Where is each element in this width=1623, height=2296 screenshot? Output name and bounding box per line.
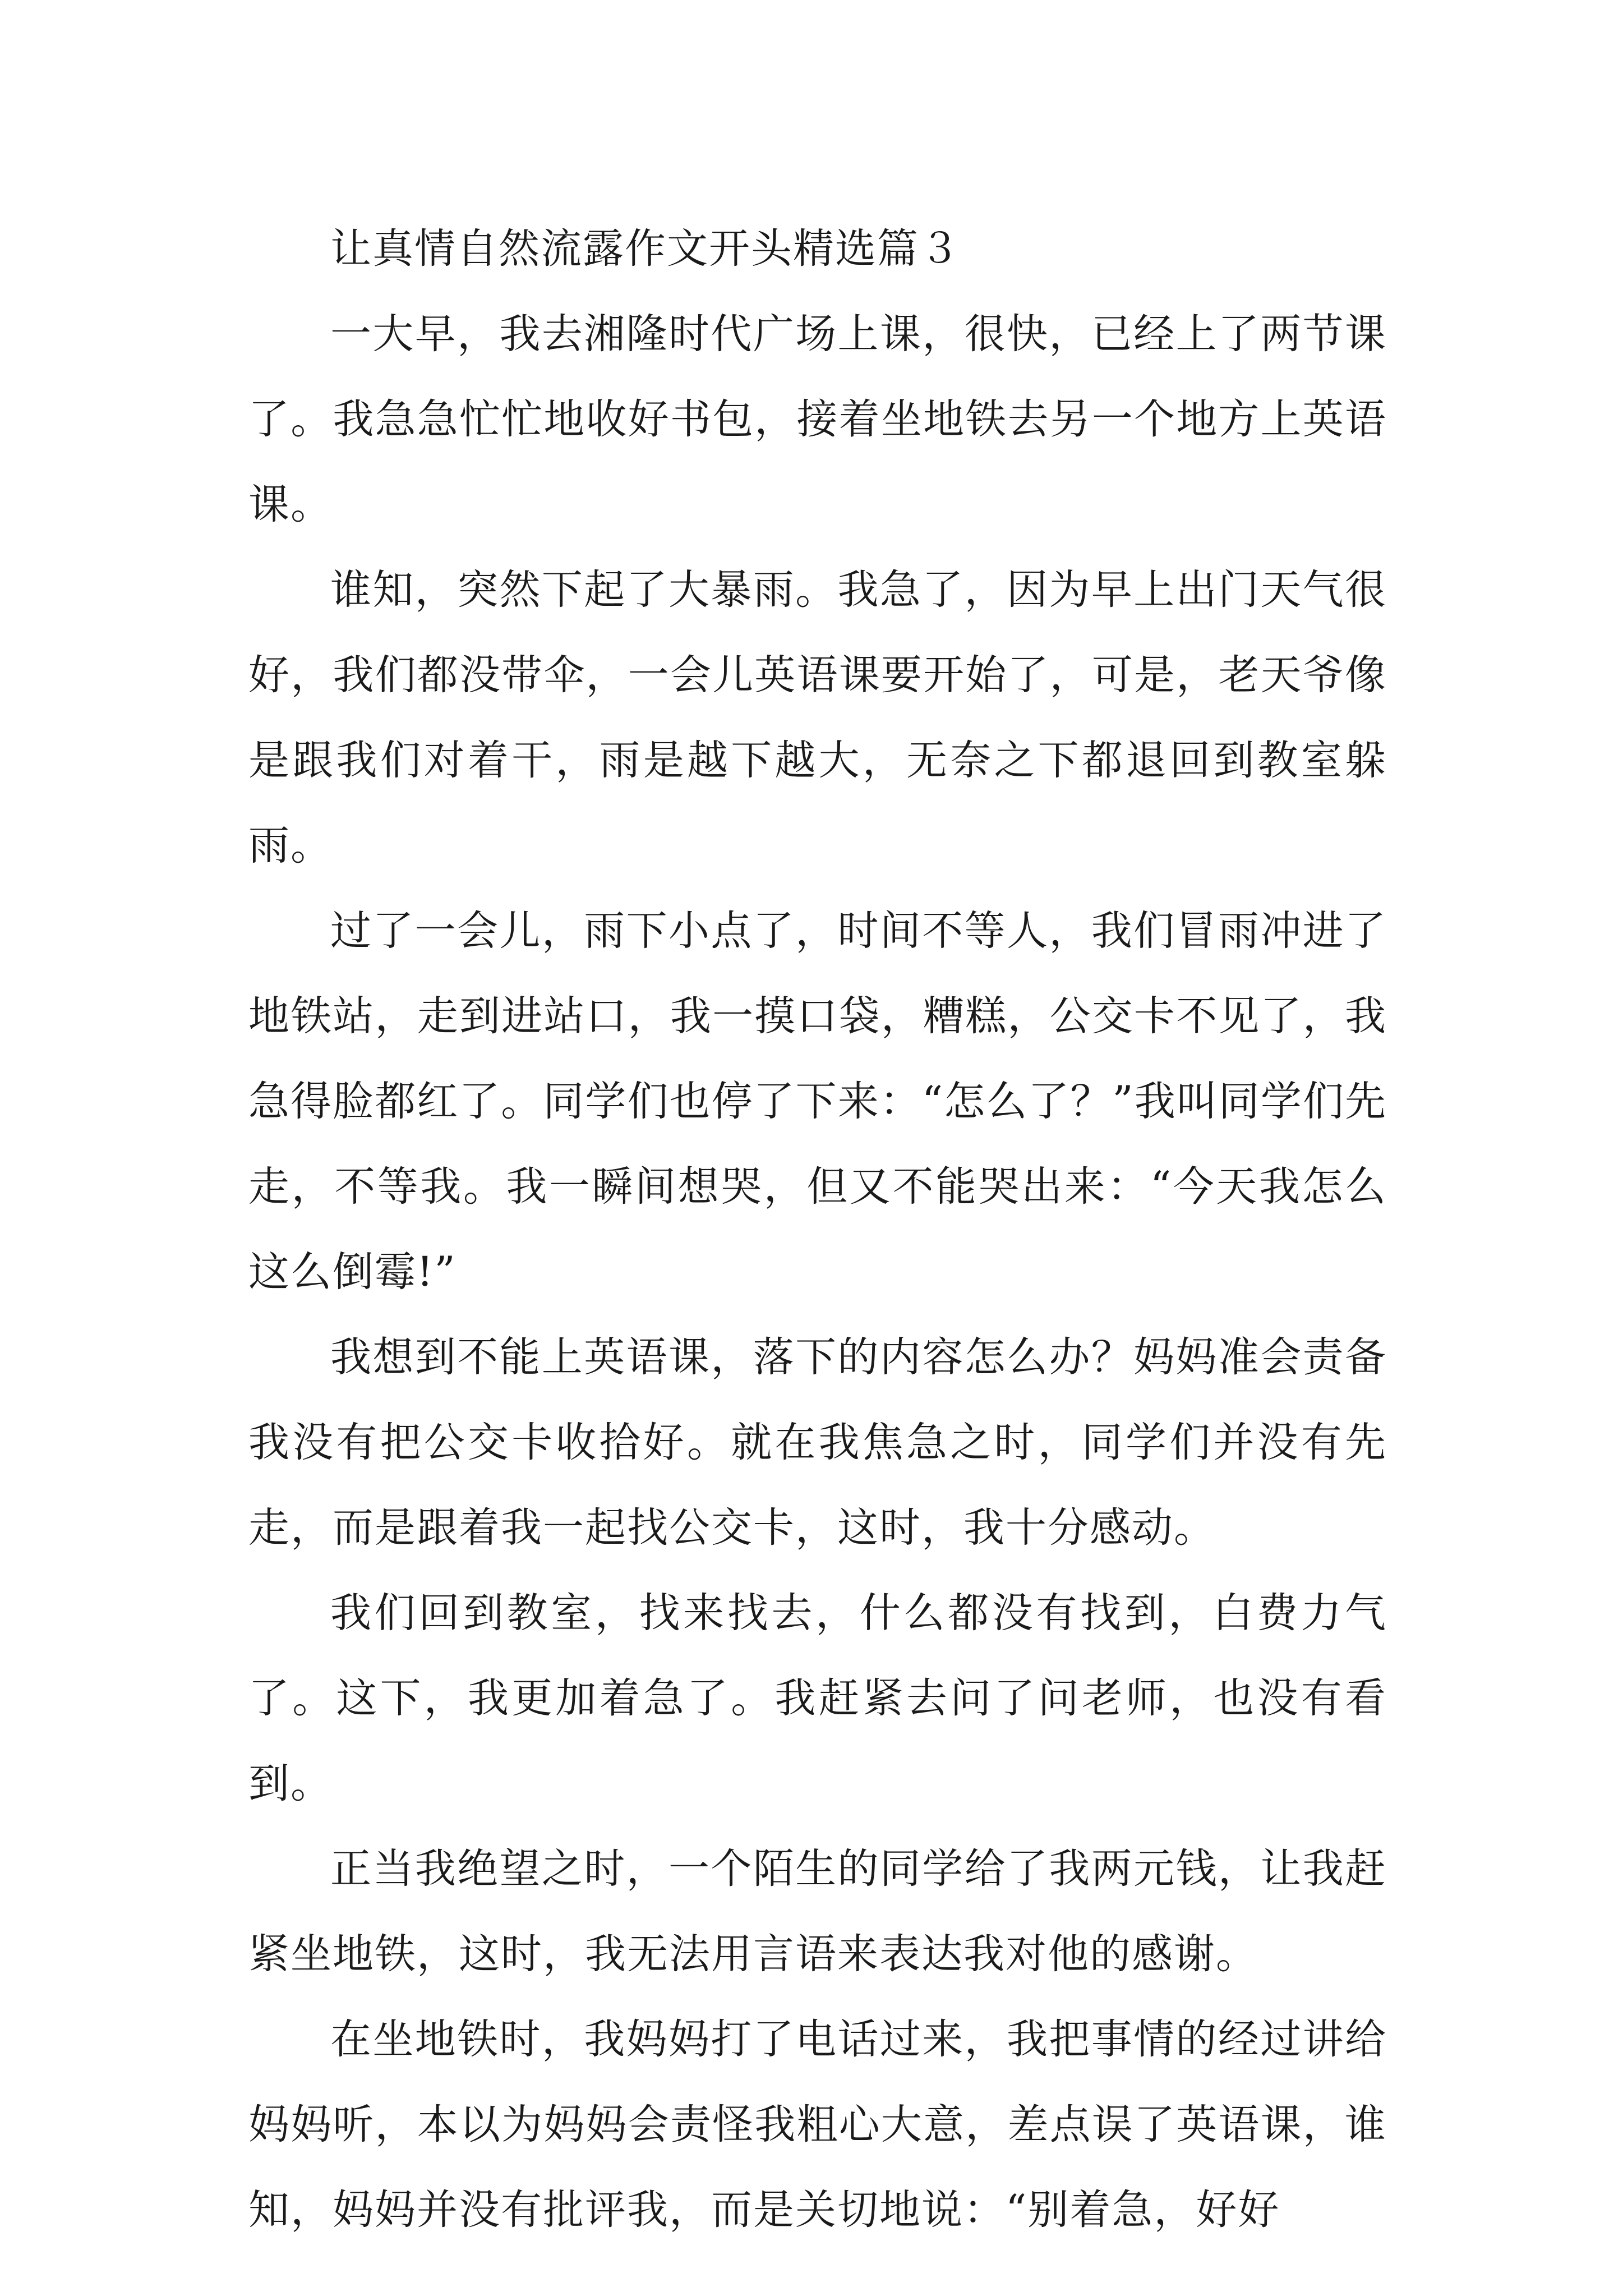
paragraph-4: 我想到不能上英语课，落下的内容怎么办？妈妈准会责备我没有把公交卡收拾好。就在我焦急之时，同学们并没有先走，而是跟着我一起找公交卡，这时，我十分感动。 bbox=[248, 1333, 1387, 1552]
paragraph-1: 一大早，我去湘隆时代广场上课，很快，已经上了两节课了。我急急忙忙地收好书包，接着坐地铁去另一个地方上英语课。 bbox=[248, 310, 1387, 528]
paragraph-6: 正当我绝望之时，一个陌生的同学给了我两元钱，让我赶紧坐地铁，这时，我无法用言语来表达我对他的感谢。 bbox=[248, 1845, 1387, 1978]
paragraph-7: 在坐地铁时，我妈妈打了电话过来，我把事情的经过讲给妈妈听，本以为妈妈会责怪我粗心大意，差点误了英语课，谁知，妈妈并没有批评我，而是关切地说：“别着急，好好 bbox=[248, 2016, 1387, 2234]
paragraph-3: 过了一会儿，雨下小点了，时间不等人，我们冒雨冲进了地铁站，走到进站口，我一摸口袋，糟糕，公交卡不见了，我急得脸都红了。同学们也停了下来：“怎么了？”我叫同学们先走，不等我。我一瞬间想哭，但又不能哭出来：“今天我怎么这么倒霉!” bbox=[248, 907, 1387, 1296]
paragraph-5: 我们回到教室，找来找去，什么都没有找到，白费力气了。这下，我更加着急了。我赶紧去问了问老师，也没有看到。 bbox=[248, 1589, 1387, 1807]
document-page bbox=[248, 206, 1387, 2253]
essay-title: 让真情自然流露作文开头精选篇３ bbox=[330, 225, 961, 273]
paragraph-2: 谁知，突然下起了大暴雨。我急了，因为早上出门天气很好，我们都没带伞，一会儿英语课要开始了，可是，老天爷像是跟我们对着干，雨是越下越大，无奈之下都退回到教室躲雨。 bbox=[248, 566, 1387, 869]
